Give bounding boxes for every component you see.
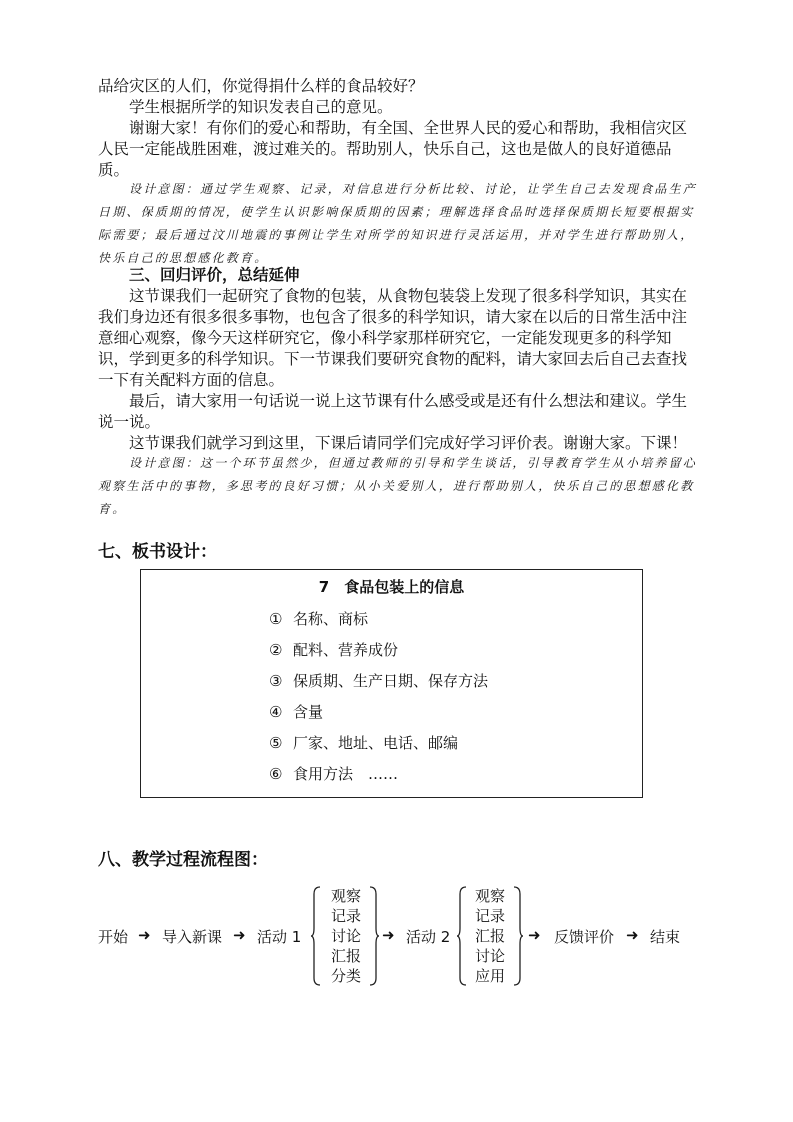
board-item-text: 食用方法 ……	[293, 765, 399, 783]
flow-arrow-icon: ➜	[382, 926, 395, 944]
board-item-number: ①	[269, 610, 283, 628]
board-item	[269, 639, 398, 660]
left-brace-icon	[310, 886, 322, 986]
activity-2-items	[470, 886, 510, 986]
board-item	[269, 763, 398, 784]
board-item-text: 厂家、地址、电话、邮编	[293, 734, 459, 752]
blackboard-design-box	[140, 569, 643, 798]
section7-title: 七、板书设计：	[98, 542, 217, 562]
section3-paragraph-2: 最后，请大家用一句话说一说上这节课有什么感受或是还有什么想法和建议。学生说一说。	[98, 392, 688, 431]
paragraph-thanks: 谢谢大家！有你们的爱心和帮助，有全国、全世界人民的爱心和帮助，我相信灾区人民一定能战胜困难，渡过难关的。帮助别人，快乐自己，这也是做人的良好道德品质。	[98, 119, 688, 179]
flow-activity-1: 活动 1	[257, 928, 302, 946]
board-item-number: ⑥	[269, 765, 283, 783]
board-item	[269, 732, 458, 753]
flow-end: 结束	[650, 928, 681, 946]
flow-arrow-icon: ➜	[528, 926, 541, 944]
section8-title: 八、教学过程流程图：	[98, 850, 268, 870]
right-brace-icon	[512, 886, 524, 986]
board-item	[269, 701, 323, 722]
activity-item: 分类	[330, 967, 361, 985]
right-brace-icon	[368, 886, 380, 986]
board-item-text: 名称、商标	[293, 610, 369, 628]
paragraph-student-opinion: 学生根据所学的知识发表自己的意见。	[129, 98, 393, 116]
flow-arrow-icon: ➜	[233, 926, 246, 944]
board-item-number: ③	[269, 672, 283, 690]
activity-1-items	[326, 886, 366, 986]
flow-step-intro: 导入新课	[162, 928, 223, 946]
flow-arrow-icon: ➜	[138, 926, 151, 944]
activity-item: 讨论	[474, 947, 505, 965]
board-item	[269, 608, 368, 629]
teaching-flowchart	[0, 880, 793, 990]
activity-item: 汇报	[474, 927, 505, 945]
left-brace-icon	[456, 886, 468, 986]
section3-paragraph-3: 这节课我们就学习到这里，下课后请同学们完成好学习评价表。谢谢大家。下课！	[129, 434, 688, 452]
section3-paragraph-1: 这节课我们一起研究了食物的包装，从食物包装袋上发现了很多科学知识，其实在我们身边还有很多很多事物，也包含了很多的科学知识，请大家在以后的日常生活中注意细心观察，像今天这样研究它，像小科学家那样研究它，一定能发现更多的科学知识，学到更多的科学知识。下一节课我们要研究食物的配料，请大家回去后自己去查找一下有关配料方面的信息。	[98, 287, 688, 389]
flow-start: 开始	[98, 928, 129, 946]
activity-item: 记录	[330, 907, 361, 925]
activity-item: 观察	[330, 887, 361, 905]
board-item	[269, 670, 488, 691]
flow-activity-2: 活动 2	[406, 928, 451, 946]
board-item-number: ⑤	[269, 734, 283, 752]
flow-arrow-icon: ➜	[626, 926, 639, 944]
activity-item: 汇报	[330, 947, 361, 965]
activity-item: 应用	[474, 967, 505, 985]
board-item-text: 保质期、生产日期、保存方法	[293, 672, 489, 690]
board-item-text: 含量	[293, 703, 324, 721]
board-item-number: ②	[269, 641, 283, 659]
activity-item: 讨论	[330, 927, 361, 945]
activity-item: 记录	[474, 907, 505, 925]
section3-title: 三、回归评价，总结延伸	[129, 266, 300, 284]
board-item-number: ④	[269, 703, 283, 721]
activity-item: 观察	[474, 887, 505, 905]
flow-feedback: 反馈评价	[554, 928, 615, 946]
paragraph-continuation: 品给灾区的人们，你觉得捐什么样的食品较好？	[98, 77, 424, 95]
board-title: 7 食品包装上的信息	[318, 578, 465, 596]
board-item-text: 配料、营养成份	[293, 641, 399, 659]
design-intent-1: 设计意图：通过学生观察、记录，对信息进行分析比较、讨论，让学生自己去发现食品生产日期、保质期的情况，使学生认识影响保质期的因素；理解选择食品时选择保质期长短要根据实际需要；最后通过汶川地震的事例让学生对所学的知识进行灵活运用，并对学生进行帮助别人，快乐自己的思想感化教育。	[98, 182, 698, 265]
design-intent-2: 设计意图：这一个环节虽然少，但通过教师的引导和学生谈话，引导教育学生从小培养留心观察生活中的事物，多思考的良好习惯；从小关爱别人，进行帮助别人，快乐自己的思想感化教育。	[98, 456, 698, 516]
